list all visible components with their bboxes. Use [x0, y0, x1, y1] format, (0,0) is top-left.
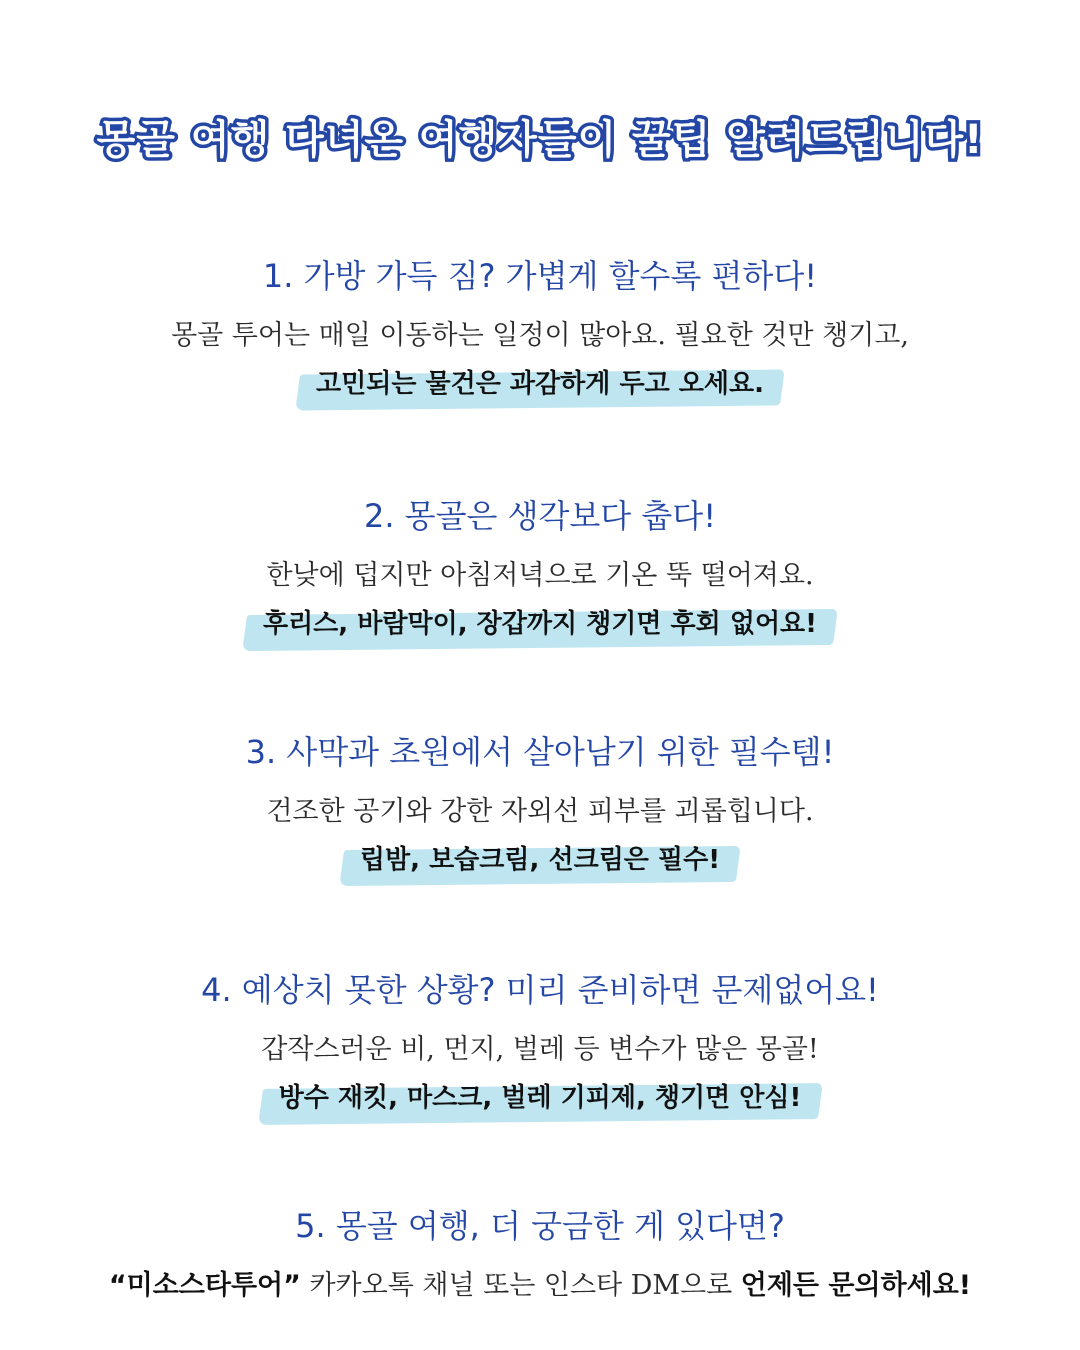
tip-4-heading: 4. 예상치 못한 상황? 미리 준비하면 문제없어요! — [201, 971, 879, 1009]
tip-3-highlight: 립밤, 보습크림, 선크림은 필수! — [342, 838, 738, 884]
tip-3-body: 건조한 공기와 강한 자외선 피부를 괴롭힙니다. — [266, 796, 814, 827]
tip-1-body: 몽골 투어는 매일 이동하는 일정이 많아요. 필요한 것만 챙기고, — [171, 320, 909, 351]
tip-2-body: 한낮에 덥지만 아침저녁으로 기온 뚝 떨어져요. — [266, 560, 814, 591]
tip-1-heading: 1. 가방 가득 짐? 가볍게 할수록 편하다! — [262, 257, 818, 295]
tip-1 — [0, 256, 1080, 408]
tip-4 — [0, 970, 1080, 1122]
tip-1-highlight: 고민되는 물건은 과감하게 두고 오세요. — [298, 362, 782, 408]
tip-4-highlight: 방수 재킷, 마스크, 벌레 기피제, 챙기면 안심! — [261, 1076, 820, 1122]
tip-3 — [0, 732, 1080, 884]
tip-5-heading: 5. 몽골 여행, 더 궁금한 게 있다면? — [295, 1207, 785, 1245]
tip-2-highlight: 후리스, 바람막이, 장갑까지 챙기면 후회 없어요! — [245, 602, 835, 648]
tip-5 — [0, 1206, 1080, 1246]
contact-brand: “미소스타투어” — [108, 1270, 301, 1301]
tip-4-body: 갑작스러운 비, 먼지, 벌레 등 변수가 많은 몽골! — [261, 1034, 819, 1065]
tip-2 — [0, 496, 1080, 648]
contact-line — [0, 1266, 1080, 1306]
tip-3-heading: 3. 사막과 초원에서 살아남기 위한 필수템! — [245, 733, 835, 771]
tip-2-heading: 2. 몽골은 생각보다 춥다! — [363, 497, 717, 535]
contact-cta: 언제든 문의하세요! — [740, 1270, 972, 1301]
page-title: 몽골 여행 다녀온 여행자들이 꿀팁 알려드립니다! — [96, 117, 984, 163]
contact-channels: 카카오톡 채널 또는 인스타 DM으로 — [300, 1270, 741, 1301]
